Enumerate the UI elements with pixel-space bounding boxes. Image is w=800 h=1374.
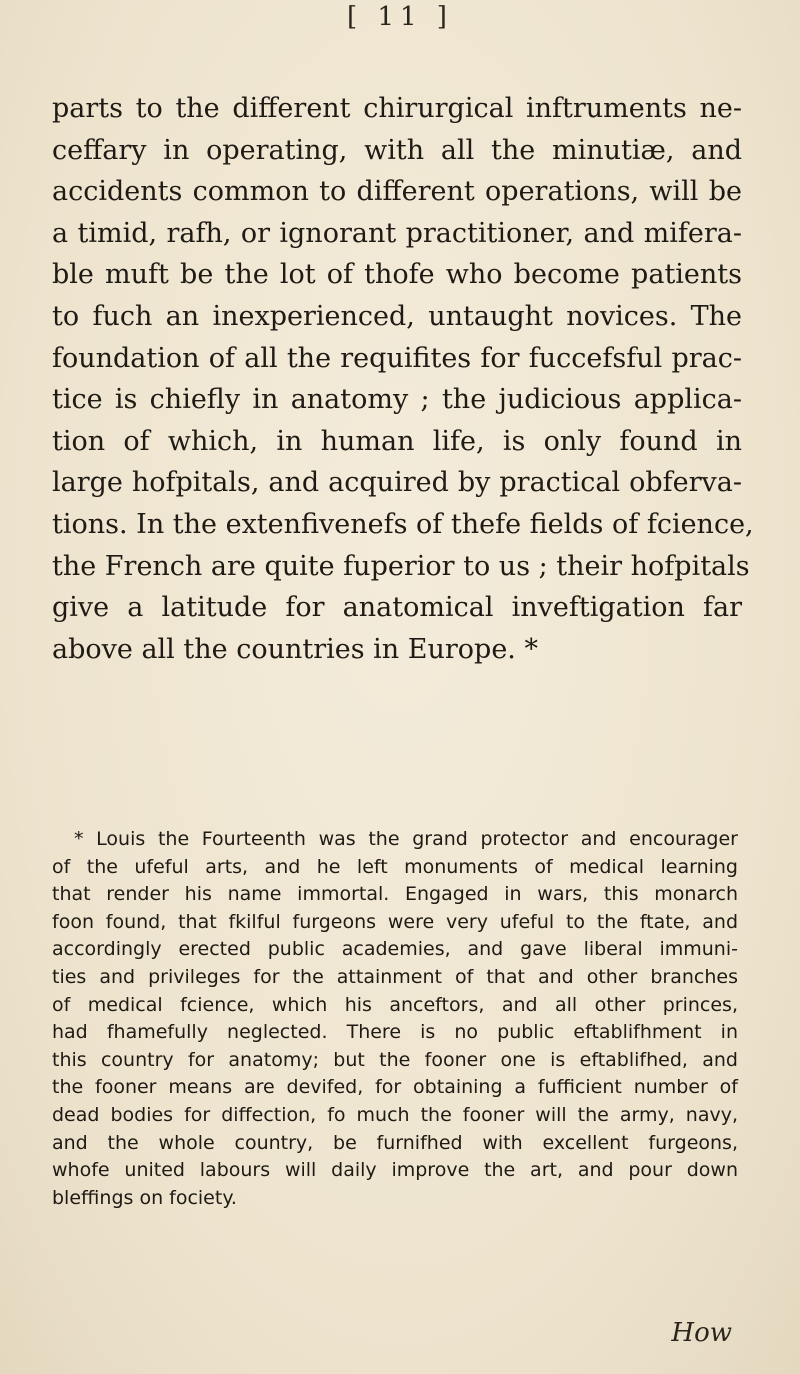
footnote-line: foon found, that fkilful furgeons were very ufeful to the ftate, and: [52, 910, 738, 933]
text-line: a timid, rafh, or ignorant practitioner, and mifera-: [52, 217, 742, 249]
footnote-line: the fooner means are devifed, for obtaining a fufficient number of: [52, 1076, 738, 1099]
footnote: [52, 826, 738, 1212]
text-line: ceffary in operating, with all the minutiæ, and: [52, 134, 742, 166]
text-line: parts to the different chirurgical inftruments ne-: [52, 93, 742, 124]
text-line: ble muft be the lot of thofe who become patients: [52, 259, 742, 291]
text-line: accidents common to different operations, will be: [52, 176, 742, 208]
text-line: give a latitude for anatomical inveftigation far: [52, 592, 742, 624]
text-line: foundation of all the requifites for fuccefsful prac-: [52, 342, 742, 374]
text-line: tion of which, in human life, is only found in: [52, 425, 742, 457]
text-line: the French are quite fuperior to us ; their hofpitals: [52, 550, 750, 582]
main-text: [52, 88, 754, 670]
footnote-line: accordingly erected public academies, and gave liberal immuni-: [52, 938, 738, 961]
footnote-line: of medical fcience, which his anceftors, and all other princes,: [52, 993, 738, 1016]
text-line: tions. In the extenfivenefs of thefe fields of fcience,: [52, 508, 754, 540]
footnote-line: whofe united labours will daily improve the art, and pour down: [52, 1159, 738, 1182]
footnote-line: that render his name immortal. Engaged in wars, this monarch: [52, 883, 738, 906]
catchword: How: [671, 1318, 732, 1348]
footnote-line: ties and privileges for the attainment of that and other branches: [52, 965, 738, 988]
text-line: large hofpitals, and acquired by practical obferva-: [52, 467, 742, 499]
footnote-line: had fhamefully neglected. There is no public eftablifhment in: [52, 1021, 738, 1044]
footnote-line: * Louis the Fourteenth was the grand protector and encourager: [74, 828, 738, 850]
text-line: above all the countries in Europe. *: [52, 633, 538, 665]
text-line: tice is chiefly in anatomy ; the judicious applica-: [52, 384, 742, 416]
footnote-line: this country for anatomy; but the fooner one is eftablifhed, and: [52, 1048, 738, 1071]
footnote-line: of the ufeful arts, and he left monuments of medical learning: [52, 855, 738, 878]
page-number: [ 11 ]: [347, 2, 453, 32]
text-line: to fuch an inexperienced, untaught novices. The: [52, 300, 742, 332]
footnote-line: and the whole country, be furnifhed with excellent furgeons,: [52, 1131, 738, 1154]
footnote-line: bleffings on fociety.: [52, 1186, 237, 1209]
footnote-line: dead bodies for diffection, fo much the fooner will the army, navy,: [52, 1103, 738, 1126]
